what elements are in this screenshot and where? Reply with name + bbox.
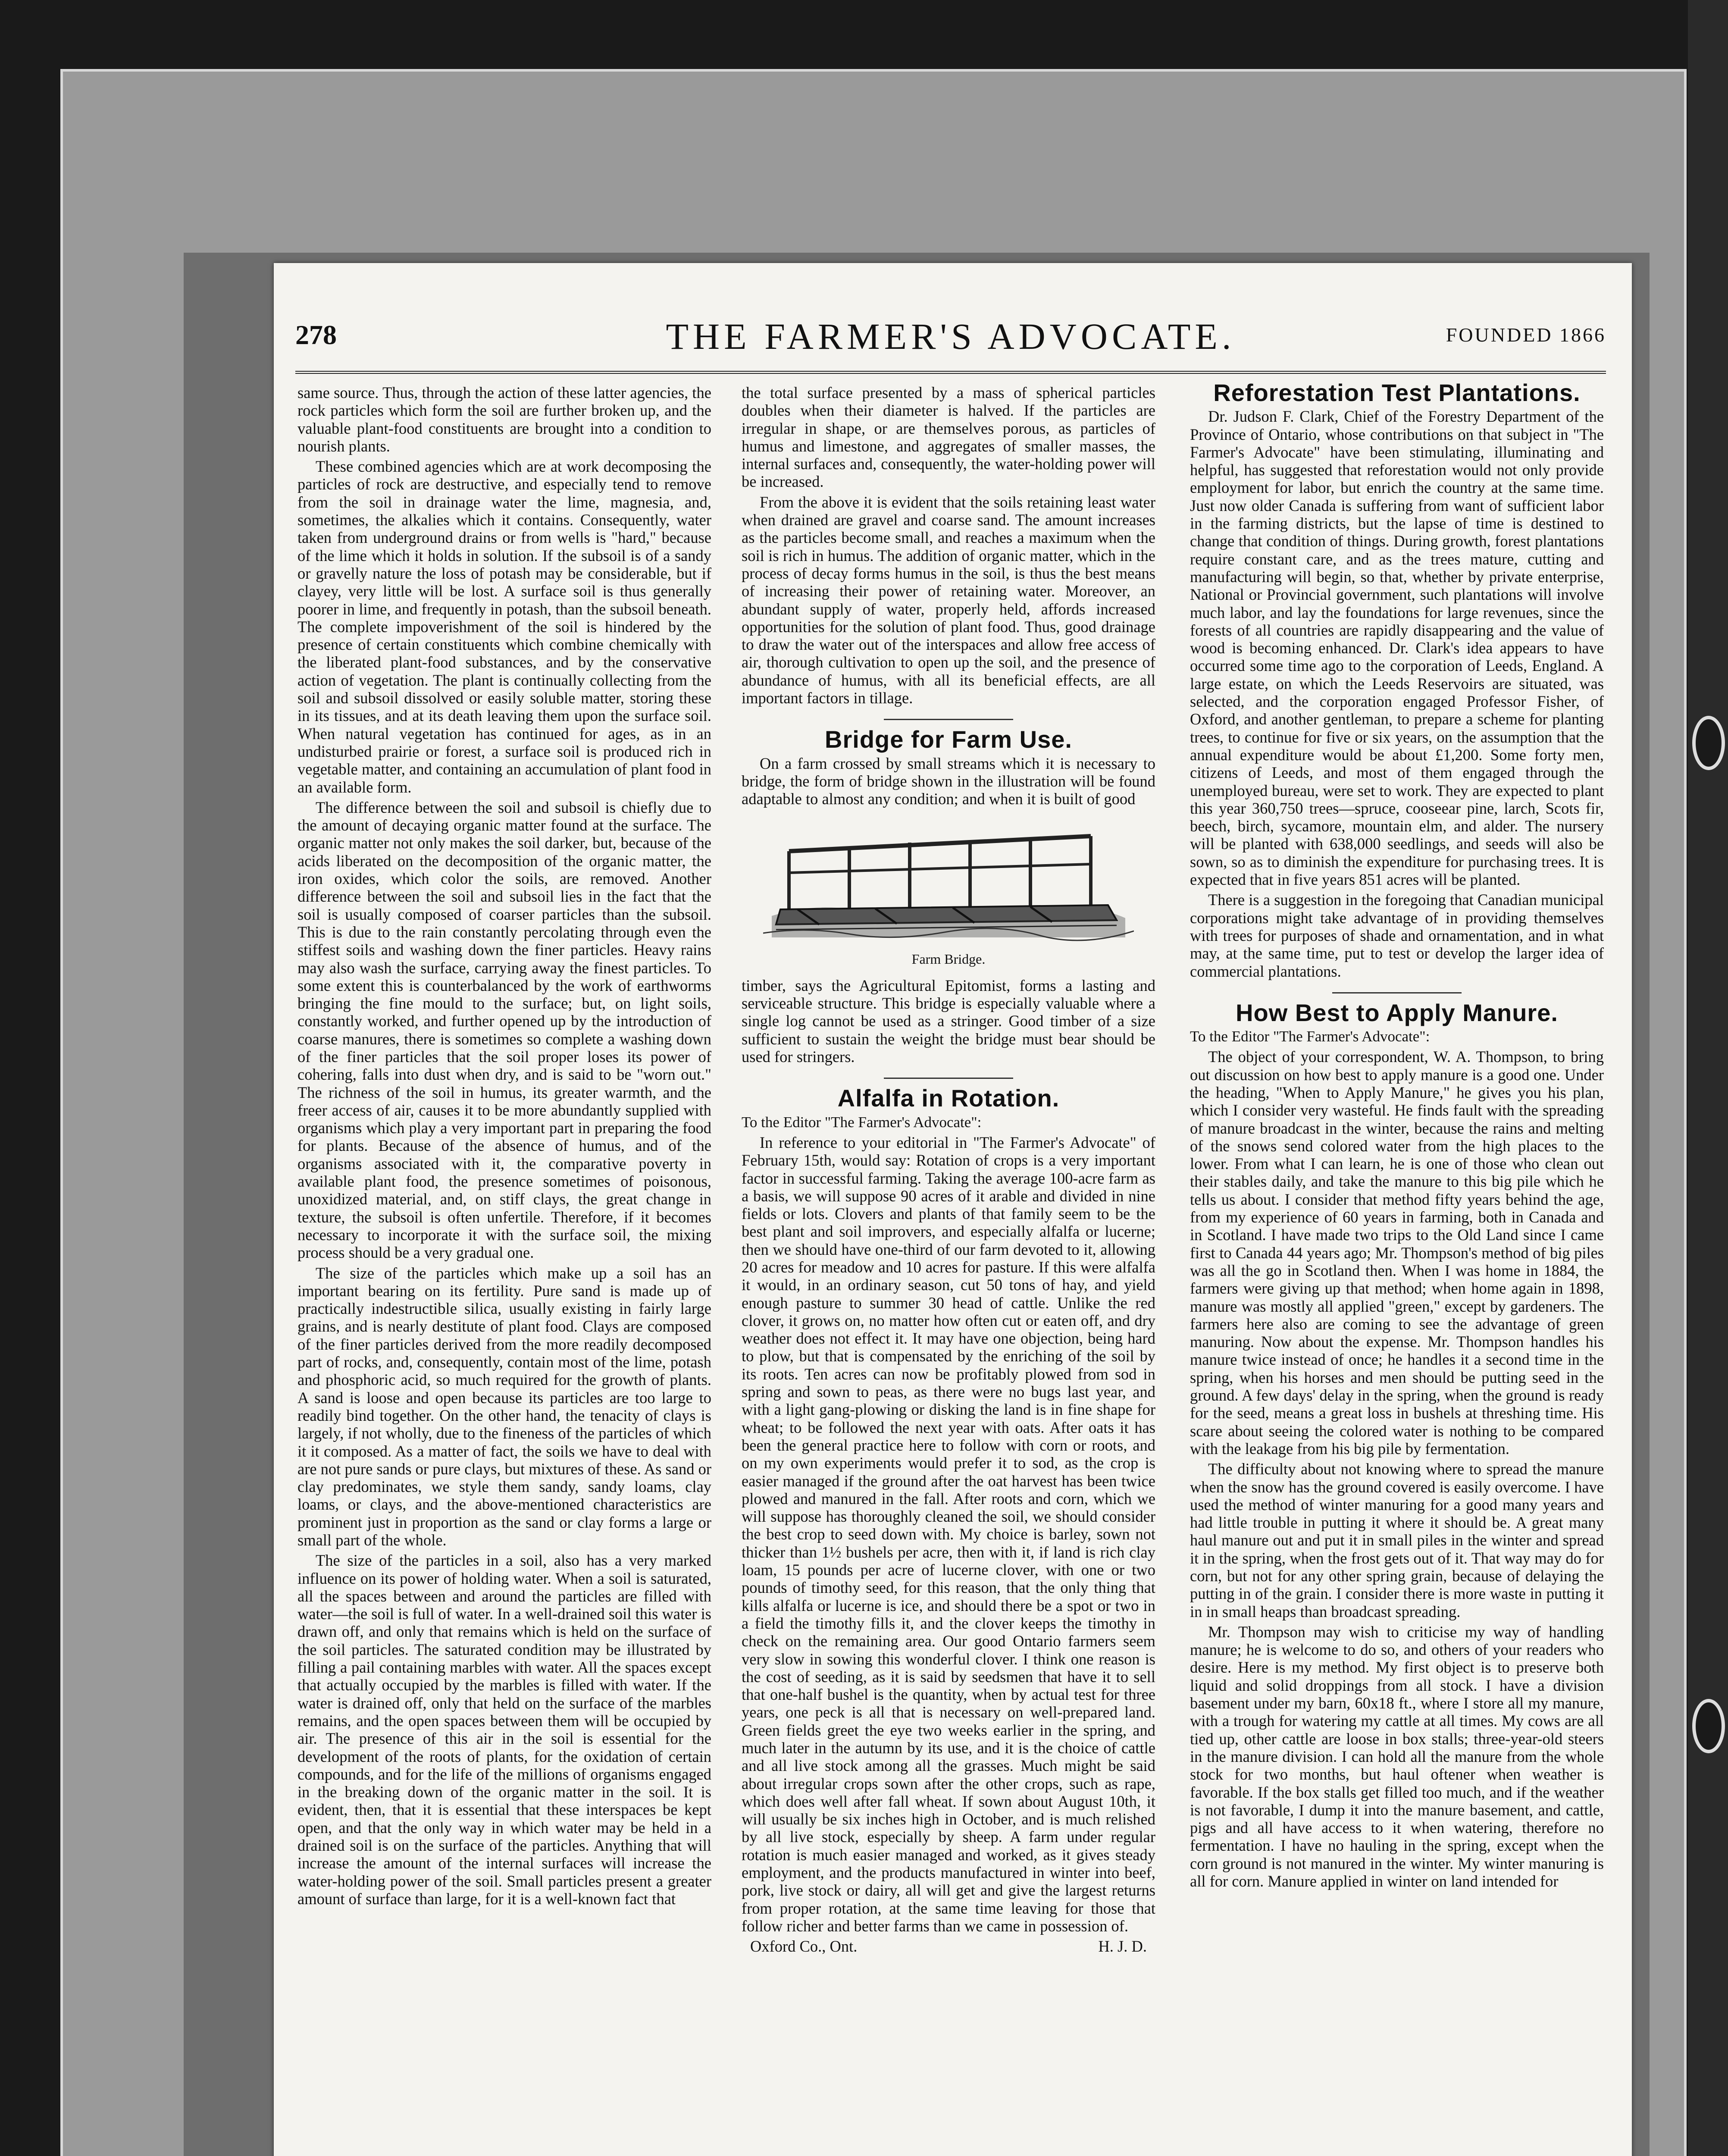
column-3 <box>1190 379 1604 1893</box>
section-divider <box>1332 992 1462 993</box>
salutation: To the Editor "The Farmer's Advocate": <box>1190 1028 1430 1045</box>
article-paragraph: The object of your correspondent, W. A. Thompson, to bring out discussion on how best to apply manure is a good one. Under the heading, "When to Apply Manure," he gives you his plan, which I consider very wasteful. He finds fault with the spreading of manure broadcast in the winter, because the rains and melting of the snows send colored water from the high places to the lower. From what I can learn, he is one of those who clean out their stables daily, and take the manure to this big pile which he tells us about. I consider that method fifty years behind the age, from my experience of 60 years in farming, both in Canada and in Scotland. I have made two trips to the Old Land since I came first to Canada 44 years ago; Mr. Thompson's method of big piles was all the go in Scotland then. When I was home in 1884, the farmers were giving up that method; when home again in 1898, manure was mostly all applied "green," except by gardeners. The farmers here also are coming to see the advantage of green manuring. Now about the expense. Mr. Thompson handles his manure twice instead of once; he handles it a second time in the spring, when his horses and men should be putting seed in the ground. A few days' delay in the spring, when the ground is ready for the seed, means a great loss in bushels at threshing time. His scare about seeing the colored water is nothing to be compared with the leakage from his big pile by fermentation. <box>1190 1048 1604 1457</box>
column-1 <box>297 384 711 1910</box>
page-header <box>295 310 1606 374</box>
article-paragraph: On a farm crossed by small streams which it is necessary to bridge, the form of bridge shown in the illustration will be found adaptable to almost any condition; and when it is built of good <box>742 754 1155 808</box>
article-paragraph: These combined agencies which are at work decomposing the particles of rock are destructive, and especially tend to remove from the soil in drainage water the lime, magnesia, and, sometimes, the alkalies which it contains. Consequently, water taken from underground drains or from wells is "hard," because of the lime which it holds in solution. If the subsoil is of a sandy or gravelly nature the loss of potash may be considerable, but if clayey, very little will be lost. A surface soil is thus generally poorer in lime, and frequently in potash, than the subsoil beneath. The complete impoverishment of the soil is hindered by the presence of certain constituents which combine chemically with the liberated plant-food substances, and by the conservative action of vegetation. The plant is continually collecting from the soil and subsoil dissolved or easily soluble matter, storing these in its tissues, and at its death leaving them upon the surface soil. When natural vegetation has continued for ages, as in an undisturbed prairie or forest, a surface soil is produced rich in vegetable matter, and containing an accumulation of plant food in an available form. <box>297 458 711 796</box>
article-paragraph: the total surface presented by a mass of spherical particles doubles when their diameter is halved. If the particles are irregular in shape, or are themselves porous, as particles of humus and limestone, and aggregates of smaller masses, the internal surfaces and, consequently, the water-holding power will be increased. <box>742 384 1155 491</box>
section-divider <box>884 1078 1013 1079</box>
newspaper-page <box>274 263 1632 2156</box>
founded-year: FOUNDED 1866 <box>1446 324 1606 346</box>
page-number: 278 <box>295 320 337 350</box>
illustration-caption: Farm Bridge. <box>911 951 986 967</box>
section-divider <box>884 719 1013 720</box>
article-paragraph: The difference between the soil and subsoil is chiefly due to the amount of decaying organic matter found at the surface. The organic matter not only makes the soil darker, but, because of the acids liberated on the decomposition of the organic matter, the iron oxides, which color the soils, are removed. Another difference between the soil and subsoil lies in the fact that the soil is usually composed of coarser particles than the subsoil. This is due to the rain constantly percolating through even the stiffest soils and washing down the finer particles. Heavy rains may also wash the surface, carrying away the finest particles. To some extent this is counterbalanced by the work of earthworms bringing the fine mould to the surface; but, on light soils, constantly worked, and further opened up by the introduction of coarse manures, there is sometimes so complete a washing down of the finer particles that the soil proper loses its power of cohering, falls into dust when dry, and is said to be "worn out." The richness of the soil in humus, its greater warmth, and the freer access of air, causes it to be more abundantly supplied with organisms which play a very important part in preparing the food for plants. Because of the absence of humus, and of the organisms associated with it, the comparative poverty in available plant food, the presence sometimes of poisonous, unoxidized material, and, on stiff clays, the great change in texture, the subsoil is often unfertile. Therefore, if it becomes necessary to incorporate it with the surface soil, the mixing process should be a very gradual one. <box>297 798 711 1262</box>
article-paragraph: There is a suggestion in the foregoing that Canadian municipal corporations might take advantage of in providing themselves with trees for purposes of shade and ornamentation, and in what may, at the same time, put to test or develop the larger idea of commercial plantations. <box>1190 891 1604 980</box>
binding-strip <box>1688 0 1728 2156</box>
article-paragraph: From the above it is evident that the soils retaining least water when drained are gravel and coarse sand. The amount increases as the particles become small, and reaches a maximum when the soil is rich in humus. The addition of organic matter, which in the process of decay forms humus in the soil, is thus the best means of increasing their power of retaining water. Moreover, an abundant supply of water, properly held, affords increased opportunities for the solution of plant food. Thus, good drainage to draw the water out of the interspaces and allow free access of air, thorough cultivation to open up the soil, and the presence of abundance of humus, with all its beneficial effects, are all important factors in tillage. <box>742 493 1155 707</box>
binding-hole <box>1692 716 1725 770</box>
column-2 <box>742 384 1155 1958</box>
article-paragraph: Dr. Judson F. Clark, Chief of the Forestry Department of the Province of Ontario, whose contributions on that subject in "The Farmer's Advocate" have been stimulating, illuminating and helpful, has suggested that reforestation would not only provide employment for labor, but enrich the country at the same time. Just now older Canada is suffering from want of sufficient labor in the farming districts, but the lapse of time is destined to change that condition of things. During growth, forest plantations require constant care, and as the trees mature, cutting and manufacturing will begin, so that, whether by private enterprise, National or Provincial government, such plantations will involve much labor, and lay the foundations for large revenues, since the forests of all countries are rapidly disappearing and the value of wood is becoming enhanced. Dr. Clark's idea appears to have occurred some time ago to the corporation of Leeds, England. A large estate, on which the Leeds Reservoirs are situated, was selected, and the corporation engaged Professor Fisher, of Oxford, and another gentleman, to prepare a scheme for planting trees, to continue for five or six years, on the assumption that the annual expenditure would be about £1,200. Some forty men, citizens of Leeds, and most of them engaged through the unemployed bureau, were set to work. They are expected to plant this year 360,750 trees—spruce, cooseear pine, larch, Scots fir, beech, birch, sycamore, mountain elm, and alder. The nursery will be planted with 638,000 seedlings, and seeds will also be sown, so as to diminish the expenditure for purchasing trees. It is expected that in five years 851 acres will be planted. <box>1190 407 1604 889</box>
binding-hole <box>1692 1699 1725 1753</box>
signature-place: Oxford Co., Ont. <box>750 1937 858 1955</box>
article-paragraph: same source. Thus, through the action of these latter agencies, the rock particles which form the soil are further broken up, and the valuable plant-food constituents are brought into a condition to nourish plants. <box>297 384 711 455</box>
farm-bridge-illustration <box>763 817 1134 946</box>
alfalfa-headline: Alfalfa in Rotation. <box>837 1084 1060 1112</box>
article-paragraph: In reference to your editorial in "The Farmer's Advocate" of February 15th, would say: Rotation of crops is a very important factor in successful farming. Taking the average 100-acre farm as a basis, we will suppose 90 acres of it arable and divided in nine fields or lots. Clovers and plants of that family seem to be the best plant and soil improvers, and especially alfalfa or lucerne; then we should have one-third of our farm devoted to it, allowing 20 acres for meadow and 10 acres for pasture. If this were alfalfa it would, in an ordinary season, cut 50 tons of hay, and yield enough pasture to summer 30 head of cattle. Unlike the red clover, it grows on, no matter how often cut or eaten off, and dry weather does not effect it. It may have one objection, being hard to plow, but that is compensated by the enriching of the soil by its roots. Ten acres can now be profitably plowed from sod in spring and sown to peas, as there were no bugs last year, and with a light gang-plowing or disking the land is in fine shape for wheat; to be followed the next year with oats. After oats it has been the general practice here to follow with corn or roots, and on my own experiments would prefer it to sod, as the crop is easier managed if the ground after the oat harvest has been twice plowed and manured in the fall. After roots and corn, which we will suppose has thoroughly cleaned the soil, we should consider the best crop to seed down with. My choice is barley, sown not thicker than 1½ bushels per acre, then with it, if land is rich clay loam, 15 pounds per acre of lucerne clover, with one or two pounds of timothy seed, for this reason, that the only thing that kills alfalfa or lucerne is ice, and should there be a spot or two in a field the timothy fills it, and the clover keeps the timothy in check on the remaining area. Our good Ontario farmers seem very slow in sowing this wonderful clover. I think one reason is the cost of seeding, as it is said by seedsmen that have it to sell that one-half bushel is the quantity, when by actual test for three years, one peck is all that is necessary on well-prepared land. Green fields greet the eye two weeks earlier in the spring, and much later in the autumn by its use, and it is the choice of cattle and all live stock among all the grasses. Much might be said about irregular crops sown after the other crops, such as rape, which does well after fall wheat. If sown about August 10th, it will usually be six inches high in October, and is much relished by all live stock, especially by sheep. A farm under regular rotation is much easier managed and worked, as it gives steady employment, and the products manufactured in winter into beef, pork, live stock or dairy, all will get and give the largest returns from proper rotation, at the same time leaving for those that follow richer and better farms than we came in possession of. <box>742 1133 1155 1935</box>
article-paragraph: The size of the particles in a soil, also has a very marked influence on its power of holding water. When a soil is saturated, all the spaces between and around the particles are filled with water—the soil is full of water. In a well-drained soil this water is drawn off, and only that remains which is held on the surface of the soil particles. The saturated condition may be illustrated by filling a pail containing marbles with water. All the spaces except that actually occupied by the marbles is filled with water. If the water is drained off, only that held on the surface of the marbles remains, and the open spaces between them will be occupied by air. The presence of this air in the soil is essential for the development of the roots of plants, for the oxidation of certain compounds, and for the life of the millions of organisms engaged in the breaking down of the organic matter in the soil. It is evident, then, that it is essential that these interspaces be kept open, and that the only way in which water may be held in a drained soil is on the surface of the particles. Anything that will increase the amount of the internal surfaces will increase the water-holding power of the soil. Small particles present a greater amount of surface than large, for it is a well-known fact that <box>297 1551 711 1908</box>
manure-headline: How Best to Apply Manure. <box>1236 999 1558 1026</box>
article-paragraph: The difficulty about not knowing where to spread the manure when the snow has the ground covered is easily overcome. I have used the method of winter manuring for a good many years and had little trouble in putting it where it should be. A great many haul manure out and put it in small piles in the winter and spread it in the spring, when the frost gets out of it. That way may do for corn, but not for any other spring grain, because of delaying the putting in of the grain. I consider there is more waste in putting it in in small heaps than broadcast spreading. <box>1190 1460 1604 1620</box>
salutation: To the Editor "The Farmer's Advocate": <box>742 1113 982 1131</box>
masthead-title: THE FARMER'S ADVOCATE. <box>666 316 1236 357</box>
signature-name: H. J. D. <box>1098 1937 1147 1955</box>
article-paragraph: Mr. Thompson may wish to criticise my way of handling manure; he is welcome to do so, and others of your readers who desire. Here is my method. My first object is to preserve both liquid and solid droppings from all stock. I have a division basement under my barn, 60x18 ft., where I store all my manure, with a trough for watering my cattle at all times. My cows are all tied up, other cattle are loose in box stalls; three-year-old steers in the manure division. I can hold all the manure from the whole stock for two months, but haul oftener when weather is favorable. If the box stalls get filled too much, and if the weather is not favorable, I dump it into the manure basement, and cattle, pigs and all have access to it when watering, therefore no fermentation. I have no hauling in the spring, except when the corn ground is not manured in the winter. My winter manuring is all for corn. Manure applied in winter on land intended for <box>1190 1623 1604 1890</box>
reforestation-headline: Reforestation Test Plantations. <box>1213 379 1581 406</box>
bridge-headline: Bridge for Farm Use. <box>825 726 1072 753</box>
article-paragraph: The size of the particles which make up a soil has an important bearing on its fertility. Pure sand is made up of practically indestructible silica, usually existing in fairly large grains, and is nearly destitute of plant food. Clays are composed of the finer particles derived from the more readily decomposed part of rocks, and, consequently, contain most of the lime, potash and phosphoric acid, so much required for the growth of plants. A sand is loose and open because its particles are too large to readily bind together. On the other hand, the tenacity of clays is largely, if not wholly, due to the fineness of the particles of which it it composed. As a matter of fact, the soils we have to deal with are not pure sands or pure clays, but mixtures of these. As sand or clay predominates, we style them sandy, sandy loams, clay loams, or clays, and the above-mentioned characteristics are prominent just in proportion as the sand or clay forms a large or small part of the whole. <box>297 1264 711 1549</box>
letter-signature <box>742 1937 1155 1955</box>
article-paragraph: timber, says the Agricultural Epitomist, forms a lasting and serviceable structure. This bridge is especially valuable where a single log cannot be used as a stringer. Good timber of a size sufficient to sustain the weight the bridge must bear should be used for stringers. <box>742 976 1155 1066</box>
